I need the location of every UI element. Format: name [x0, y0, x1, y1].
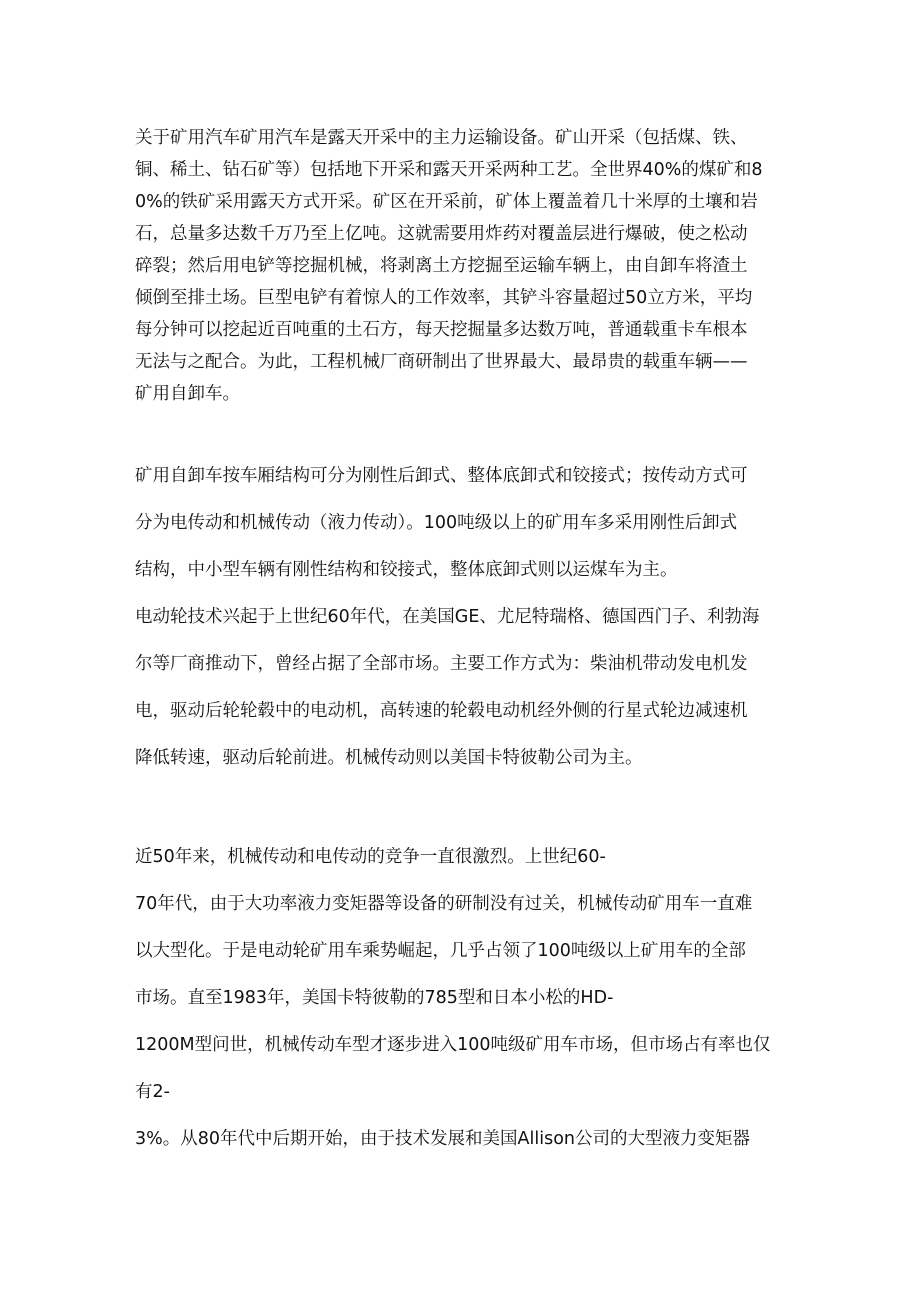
text-line: 以大型化。于是电动轮矿用车乘势崛起，几乎占领了100吨级以上矿用车的全部 [135, 941, 746, 961]
text-line: 降低转速，驱动后轮前进。机械传动则以美国卡特彼勒公司为主。 [135, 748, 643, 768]
text-line: 1200M型问世，机械传动车型才逐步进入100吨级矿用车市场，但市场占有率也仅 [135, 1035, 771, 1055]
text-line: 石，总量多达数千万乃至上亿吨。这就需要用炸药对覆盖层进行爆破，使之松动 [135, 224, 748, 244]
text-line: 3%。从80年代中后期开始，由于技术发展和美国Allison公司的大型液力变矩器 [135, 1129, 751, 1149]
text-line: 70年代，由于大功率液力变矩器等设备的研制没有过关，机械传动矿用车一直难 [135, 894, 753, 914]
text-line: 碎裂；然后用电铲等挖掘机械，将剥离土方挖掘至运输车辆上，由自卸车将渣土 [135, 256, 748, 276]
text-line: 每分钟可以挖起近百吨重的土石方，每天挖掘量多达数万吨，普通载重卡车根本 [135, 320, 748, 340]
text-line: 电，驱动后轮轮毂中的电动机，高转速的轮毂电动机经外侧的行星式轮边减速机 [135, 701, 748, 721]
text-line: 矿用自卸车。 [135, 384, 240, 404]
text-line: 倾倒至排土场。巨型电铲有着惊人的工作效率，其铲斗容量超过50立方米，平均 [135, 288, 753, 308]
text-line: 分为电传动和机械传动（液力传动）。100吨级以上的矿用车多采用刚性后卸式 [135, 513, 738, 533]
text-line: 结构，中小型车辆有刚性结构和铰接式，整体底卸式则以运煤车为主。 [135, 560, 678, 580]
text-line: 电动轮技术兴起于上世纪60年代，在美国GE、尤尼特瑞格、德国西门子、利勃海 [135, 607, 760, 627]
text-line: 矿用自卸车按车厢结构可分为刚性后卸式、整体底卸式和铰接式；按传动方式可 [135, 466, 748, 486]
text-line: 有2- [135, 1082, 170, 1102]
text-line: 无法与之配合。为此，工程机械厂商研制出了世界最大、最昂贵的载重车辆—— [135, 352, 748, 372]
text-line: 0%的铁矿采用露天方式开采。矿区在开采前，矿体上覆盖着几十米厚的土壤和岩 [135, 192, 758, 212]
text-line: 关于矿用汽车矿用汽车是露天开采中的主力运输设备。矿山开采（包括煤、铁、 [135, 128, 748, 148]
text-line: 市场。直至1983年，美国卡特彼勒的785型和日本小松的HD- [135, 988, 614, 1008]
text-line: 尔等厂商推动下，曾经占据了全部市场。主要工作方式为：柴油机带动发电机发 [135, 654, 748, 674]
text-line: 近50年来，机械传动和电传动的竞争一直很激烈。上世纪60- [135, 847, 606, 867]
text-line: 铜、稀土、钻石矿等）包括地下开采和露天开采两种工艺。全世界40%的煤矿和8 [135, 160, 763, 180]
